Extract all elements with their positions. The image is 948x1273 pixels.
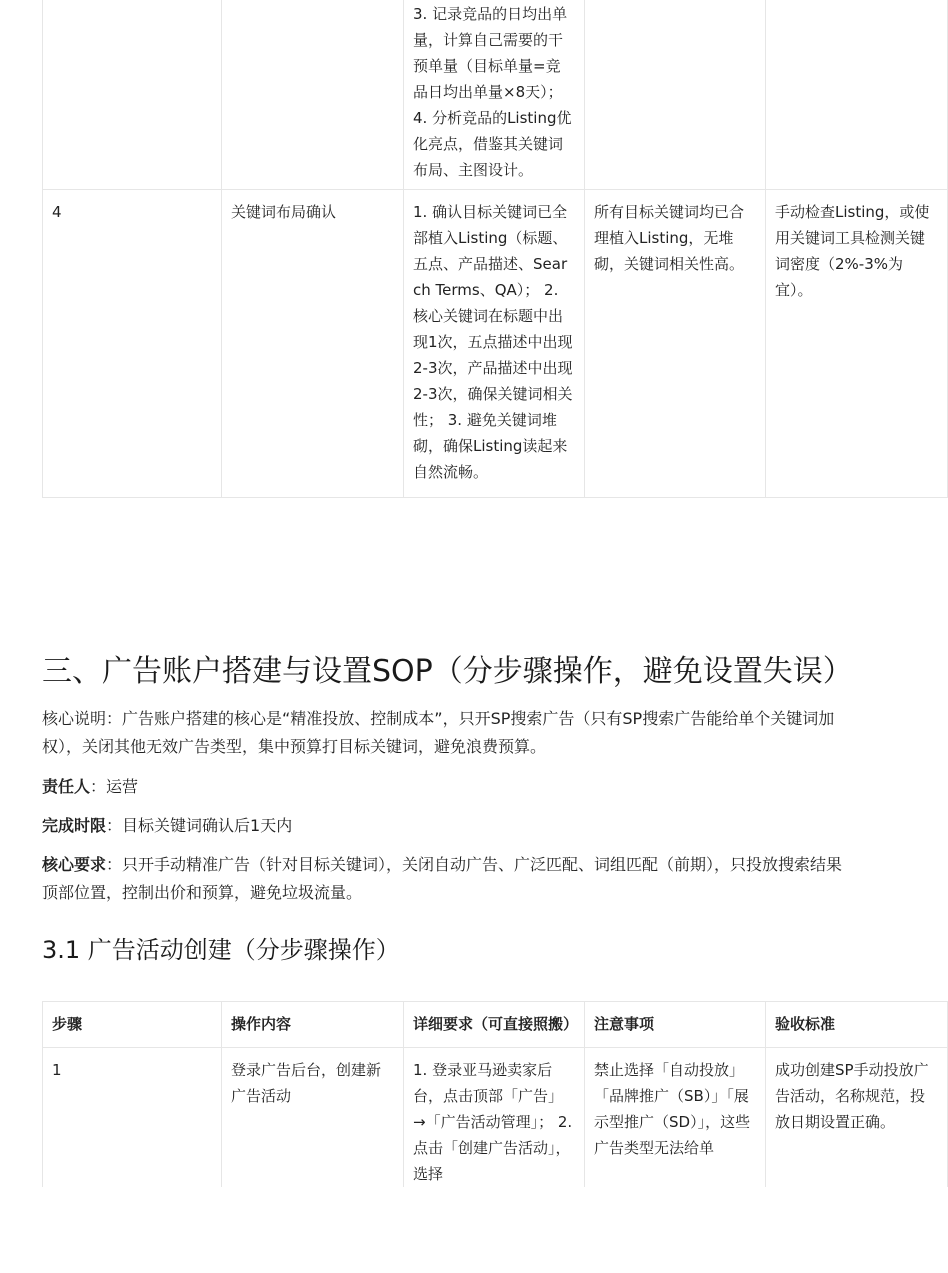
column-header-acceptance: 验收标准 xyxy=(766,1002,948,1048)
table-row xyxy=(43,0,948,190)
column-header-detail: 详细要求（可直接照搬） xyxy=(404,1002,585,1048)
table-cell-acceptance: 成功创建SP手动投放广告活动，名称规范，投放日期设置正确。 xyxy=(766,1048,948,1188)
column-header-notes: 注意事项 xyxy=(585,1002,766,1048)
subsection-heading: 3.1 广告活动创建（分步骤操作） xyxy=(42,936,400,964)
table-cell-step: 4 xyxy=(43,190,222,498)
owner-value: ：运营 xyxy=(90,777,139,796)
requirement-line xyxy=(42,851,857,907)
deadline-line xyxy=(42,812,857,840)
table-cell-notes: 所有目标关键词均已合理植入Listing，无堆砌，关键词相关性高。 xyxy=(585,190,766,498)
column-header-operation: 操作内容 xyxy=(222,1002,404,1048)
column-header-step: 步骤 xyxy=(43,1002,222,1048)
requirement-label: 核心要求 xyxy=(42,855,107,874)
requirement-value: ：只开手动精准广告（针对目标关键词），关闭自动广告、广泛匹配、词组匹配（前期），只投放搜索结果顶部位置，控制出价和预算，避免垃圾流量。 xyxy=(42,855,843,902)
table-cell-notes: 禁止选择「自动投放」「品牌推广（SB）」「展示型推广（SD）」，这些广告类型无法给单 xyxy=(585,1048,766,1188)
table-cell-detail: 1. 确认目标关键词已全部植入Listing（标题、五点、产品描述、Search Terms、QA）； 2. 核心关键词在标题中出现1次，五点描述中出现2-3次，产品描述中出现2-3次，确保关键词相关性； 3. 避免关键词堆砌，确保Listing读起来自然流畅。 xyxy=(404,190,585,498)
deadline-value: ：目标关键词确认后1天内 xyxy=(106,816,293,835)
table-cell-step: 1 xyxy=(43,1048,222,1188)
table-row xyxy=(43,190,948,498)
table-header-row xyxy=(43,1002,948,1048)
table-cell-detail: 1. 登录亚马逊卖家后台，点击顶部「广告」→「广告活动管理」； 2. 点击「创建广告活动」，选择 xyxy=(404,1048,585,1188)
intro-paragraph: 核心说明：广告账户搭建的核心是“精准投放、控制成本”，只开SP搜索广告（只有SP搜索广告能给单个关键词加权），关闭其他无效广告类型，集中预算打目标关键词，避免浪费预算。 xyxy=(42,709,835,756)
table-cell-operation: 登录广告后台，创建新广告活动 xyxy=(222,1048,404,1188)
section-heading: 三、广告账户搭建与设置SOP（分步骤操作，避免设置失误） xyxy=(42,654,853,689)
ad-campaign-table xyxy=(42,1001,948,1187)
sop-table-continued xyxy=(42,0,948,498)
deadline-label: 完成时限 xyxy=(42,816,107,835)
table-cell-detail: 3. 记录竞品的日均出单量，计算自己需要的干预单量（目标单量=竞品日均出单量×8天）； 4. 分析竞品的Listing优化亮点，借鉴其关键词布局、主图设计。 xyxy=(404,0,585,190)
table-row xyxy=(43,1048,948,1188)
owner-line xyxy=(42,773,857,801)
table-cell-acceptance xyxy=(766,0,948,190)
owner-label: 责任人 xyxy=(42,777,91,796)
table-cell-acceptance: 手动检查Listing，或使用关键词工具检测关键词密度（2%-3%为宜）。 xyxy=(766,190,948,498)
table-cell-operation: 关键词布局确认 xyxy=(222,190,404,498)
table-cell-operation xyxy=(222,0,404,190)
table-cell-step xyxy=(43,0,222,190)
table-cell-notes xyxy=(585,0,766,190)
